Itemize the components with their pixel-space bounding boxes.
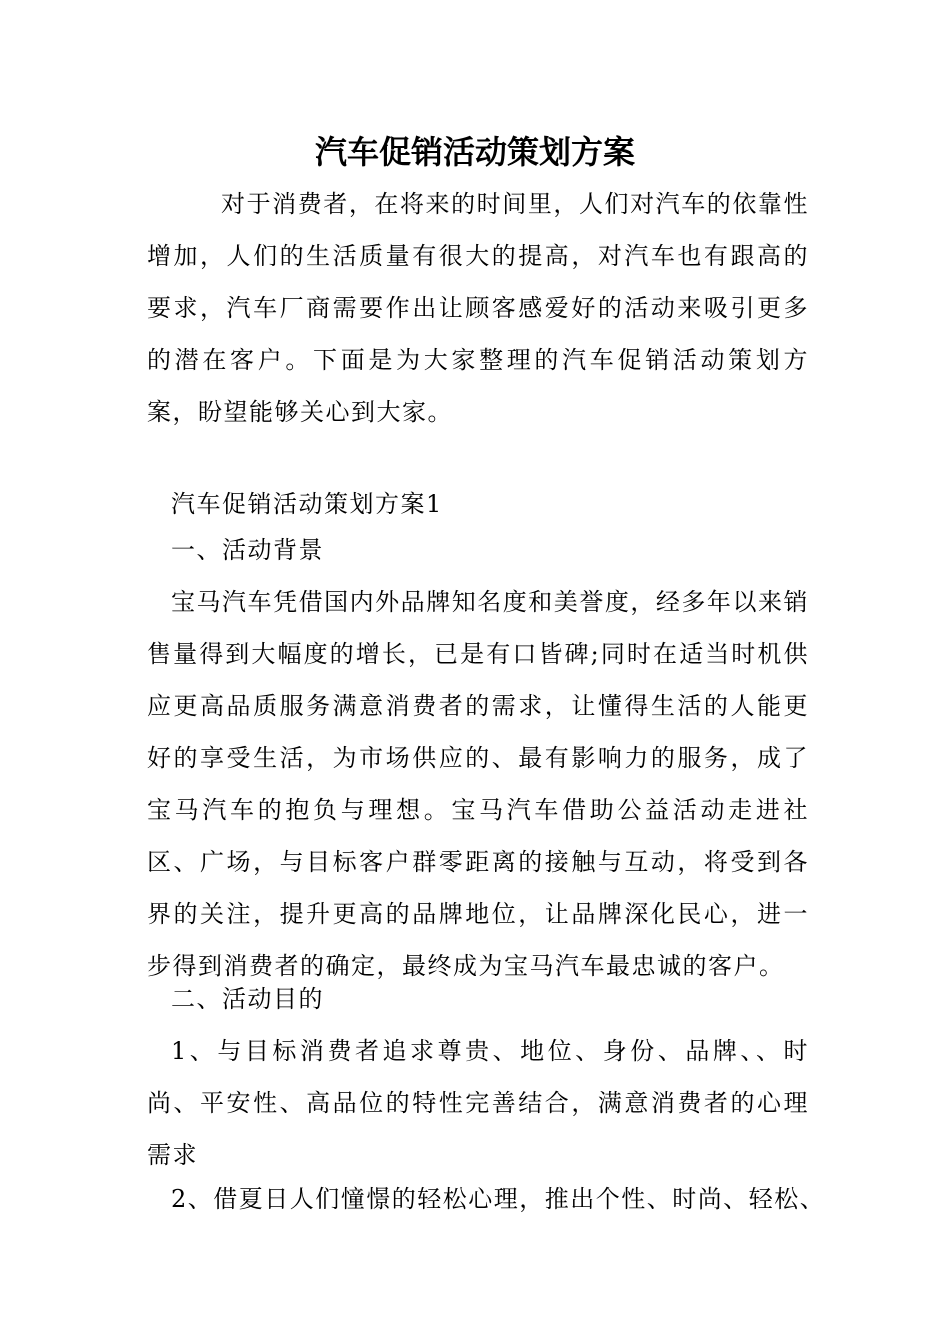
purpose-item-2: 2、借夏日人们憧憬的轻松心理，推出个性、时尚、轻松、 xyxy=(171,1185,826,1213)
document-title: 汽车促销活动策划方案 xyxy=(314,133,635,171)
heading-activity-purpose: 二、活动目的 xyxy=(171,985,324,1013)
intro-paragraph: 对于消费者，在将来的时间里，人们对汽车的依靠性增加，人们的生活质量有很大的提高，对汽车也有跟高的要求，汽车厂商需要作出让顾客感爱好的活动来吸引更多的潜在客户。下面是为大家整理的汽车促销活动策划方案，盼望能够关心到大家。 xyxy=(147,190,809,426)
purpose-item-1: 1、与目标消费者追求尊贵、地位、身份、品牌、、时尚、平安性、高品位的特性完善结合，满意消费者的心理需求 xyxy=(147,1037,809,1169)
background-paragraph: 宝马汽车凭借国内外品牌知名度和美誉度，经多年以来销售量得到大幅度的增长，已是有口皆碑;同时在适当时机供应更高品质服务满意消费者的需求，让懂得生活的人能更好的享受生活，为市场供应的、最有影响力的服务，成了宝马汽车的抱负与理想。宝马汽车借助公益活动走进社区、广场，与目标客户群零距离的接触与互动，将受到各界的关注，提升更高的品牌地位，让品牌深化民心，进一步得到消费者的确定，最终成为宝马汽车最忠诚的客户。 xyxy=(147,588,809,980)
heading-activity-background: 一、活动背景 xyxy=(171,536,324,564)
section-title: 汽车促销活动策划方案1 xyxy=(171,490,443,518)
